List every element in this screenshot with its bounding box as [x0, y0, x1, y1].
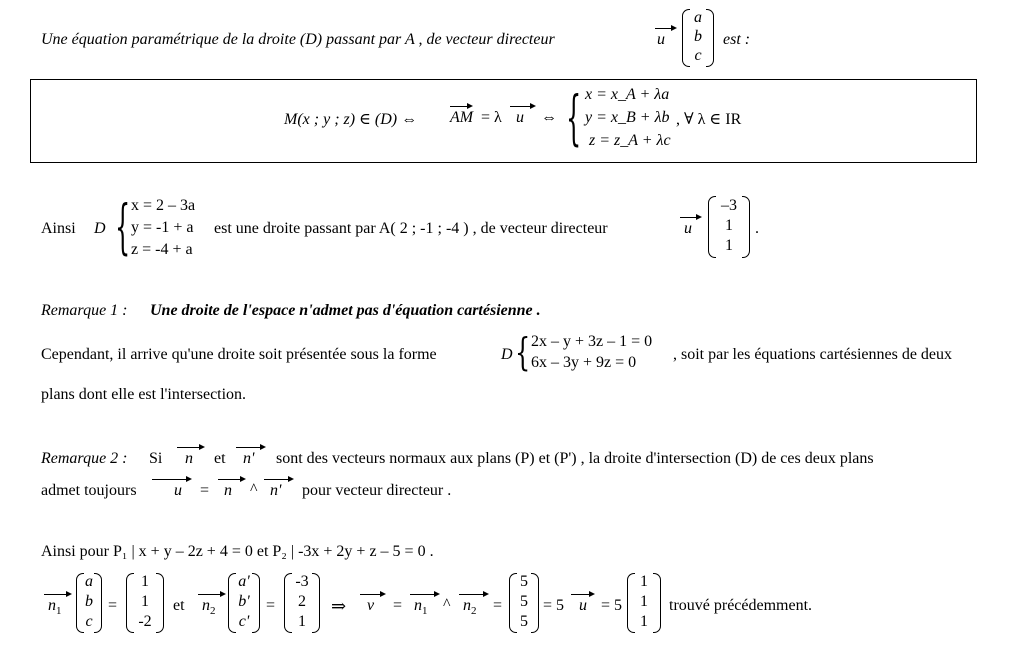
n1-coords-matrix: a b c [76, 573, 102, 633]
cartesian-eq-2: 6x – 3y + 9z = 0 [531, 354, 637, 371]
line-d: D [94, 220, 106, 237]
remarque2-label: Remarque 2 : [41, 450, 128, 467]
cependant-d: D [501, 346, 513, 363]
cartesian-eq-1: 2x – y + 3z – 1 = 0 [531, 333, 653, 350]
result-matrix: 5 5 5 [509, 573, 539, 633]
vector-am: AM [450, 109, 473, 127]
direction-matrix: a b c [682, 9, 714, 67]
remarque2-eq: = [200, 482, 210, 499]
system-brace-3: { [515, 330, 531, 375]
vector-n2-2: $n_2$ [459, 597, 489, 617]
vector-u-4: u [571, 597, 595, 615]
system-brace-2: { [115, 193, 131, 262]
box-iff: ⇔ [541, 109, 557, 126]
cependant-tail: , soit par les équations cartésiennes de deux [673, 346, 953, 363]
remarque1-label: Remarque 1 : [41, 302, 128, 319]
intro-text: Une équation paramétrique de la droite (D) passant par A , de vecteur directeur [41, 31, 555, 48]
n2-values-matrix: -3 2 1 [284, 573, 320, 633]
final-eq-2: = [266, 597, 276, 614]
remarque1-text: Une droite de l'espace n'admet pas d'équation cartésienne . [150, 302, 541, 319]
n1-values-matrix: 1 1 -2 [126, 573, 164, 633]
final-eq-3: = [393, 597, 403, 614]
ainsi-eq-y: y = -1 + a [131, 219, 194, 236]
cependant-text: Cependant, il arrive qu'une droite soit présentée sous la forme [41, 346, 437, 363]
ones-matrix: 1 1 1 [627, 573, 661, 633]
intro-line [41, 31, 555, 49]
direction-matrix-2: –3 1 1 [708, 196, 750, 258]
box-eq-lambda: = λ [481, 109, 502, 126]
remarque2-line2-end: pour vecteur directeur . [302, 482, 452, 499]
ainsi-text: est une droite passant par A( 2 ; -1 ; -4 ) , de vecteur directeur [214, 220, 608, 237]
box-eq-z: z = z_A + λc [589, 132, 671, 149]
box-lhs: M(x ; y ; z) ∈ (D) ⇔ [284, 111, 418, 128]
vector-n-prime: n' [236, 450, 266, 468]
vector-u-box: u [510, 109, 536, 127]
vector-n2: $n_2$ [198, 597, 226, 617]
box-eq-y: y = x_B + λb [585, 109, 670, 126]
final-implies: ⇒ [331, 596, 347, 616]
remarque2-line2-start: admet toujours [41, 482, 137, 499]
final-eq-4: = [493, 597, 503, 614]
ainsi2-text: Ainsi pour P₁ | x + y – 2z + 4 = 0 et P₂ | -3x + 2y + z – 5 = 0 . [41, 543, 434, 560]
remarque2-text: sont des vecteurs normaux aux plans (P) et (P') , la droite d'intersection (D) de ces deux plans [276, 450, 874, 467]
system-brace: { [566, 84, 582, 153]
intro-end: est : [723, 31, 751, 48]
vector-n: n [177, 450, 205, 468]
final-eq-1: = [108, 597, 118, 614]
vector-u: u [655, 31, 677, 49]
definition-box [30, 79, 977, 163]
box-tail: , ∀ λ ∈ IR [676, 111, 742, 128]
final-wedge: ^ [443, 596, 451, 613]
final-end: trouvé précédemment. [669, 597, 813, 614]
ainsi-label: Ainsi [41, 220, 76, 237]
remarque2-wedge: ^ [250, 481, 258, 498]
ainsi-end: . [755, 220, 759, 237]
ainsi-eq-x: x = 2 – 3a [131, 197, 196, 214]
final-five-2: = 5 [601, 597, 623, 614]
vector-n1: $n_1$ [44, 597, 72, 617]
vector-n-2: n [218, 482, 246, 500]
vector-n1-2: $n_1$ [410, 597, 440, 617]
cependant-line2: plans dont elle est l'intersection. [41, 386, 247, 403]
final-et: et [173, 597, 185, 614]
final-five: = 5 [543, 597, 565, 614]
vector-u-3: u [152, 482, 192, 500]
vector-u-2: u [680, 220, 702, 238]
remarque2-et: et [214, 450, 226, 467]
vector-n-prime-2: n' [264, 482, 294, 500]
n2-coords-matrix: a' b' c' [228, 573, 260, 633]
vector-v: v [360, 597, 386, 615]
box-eq-x: x = x_A + λa [585, 86, 670, 103]
ainsi-eq-z: z = -4 + a [131, 241, 193, 258]
remarque2-si: Si [149, 450, 163, 467]
